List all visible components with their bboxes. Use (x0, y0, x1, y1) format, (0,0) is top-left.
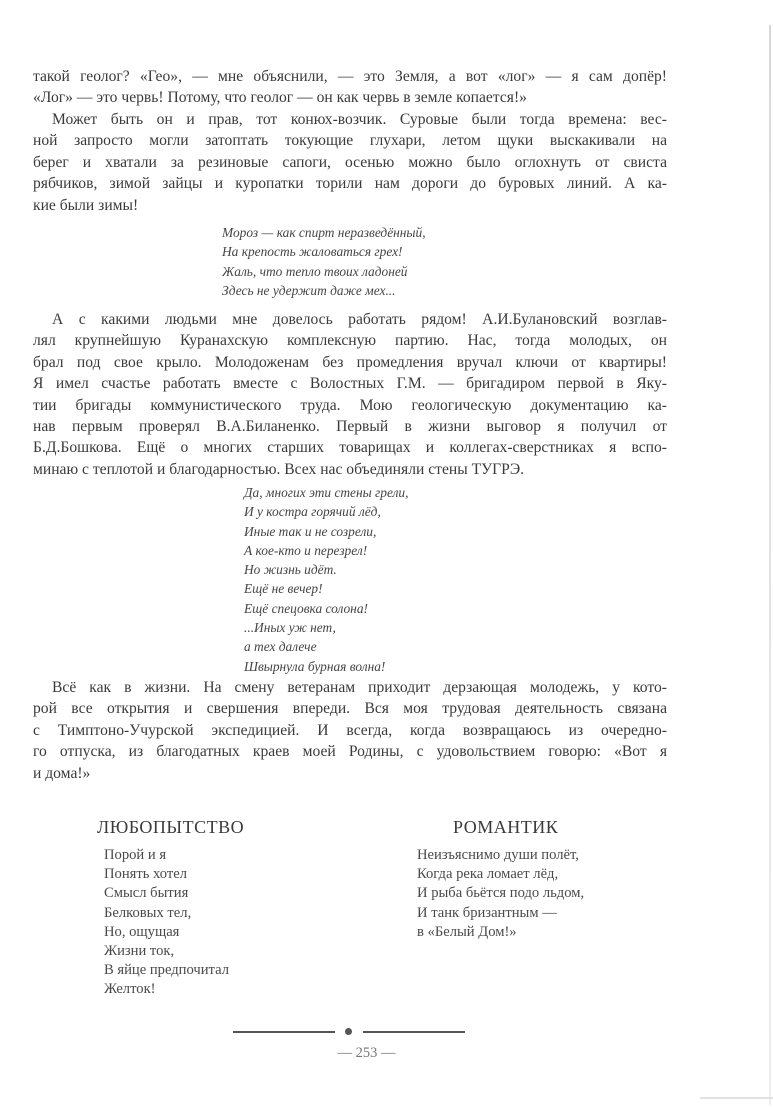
verse-line: Жаль, что тепло твоих ладоней (222, 263, 408, 279)
ornamental-divider (233, 1028, 465, 1036)
text-line: нав первым проверял В.А.Биланенко. Первый в жизни выговор я получил от (33, 418, 667, 436)
text-line: ной запросто могли затоптать токующие глухари, летом щуки выскакивали на (33, 132, 667, 150)
text-line: рябчиков, зимой зайцы и куропатки торили нам дороги до буровых линий. А ка- (33, 175, 667, 193)
text-line: Б.Д.Бошкова. Ещё о многих старших товарищах и коллегах-сверстниках я вспо- (33, 439, 667, 457)
poem-line: Неизъяснимо души полёт, (417, 847, 579, 863)
poem-title-curiosity: ЛЮБОПЫТСТВО (97, 817, 245, 837)
text-line: берег и хватали за резиновые сапоги, осенью можно было оглохнуть от свиста (33, 153, 667, 171)
paragraph-4 (33, 677, 667, 784)
verse-line: Иные так и не созрели, (244, 523, 377, 539)
text-line: Всё как в жизни. На смену ветеранам приходит дерзающая молодежь, у кото- (52, 679, 667, 696)
page-edge-shadow-bottom (700, 1097, 773, 1099)
poem-romantic (417, 846, 584, 942)
text-line: кие были зимы! (33, 196, 139, 214)
verse-line: А кое-кто и перезрел! (244, 542, 368, 558)
page-number: — 253 — (337, 1045, 396, 1061)
verse-line: Ещё спецовка солона! (244, 600, 368, 616)
paragraph-2 (33, 109, 667, 216)
text-line: тии бригады коммунистического труда. Мою геологическую документацию ка- (33, 396, 667, 414)
verse-line: Здесь не удержит даже мех... (222, 282, 396, 298)
text-line: брал под свое крыло. Молодоженам без промедления вручал ключи от квартиры! (33, 353, 667, 371)
divider-rule-left (233, 1031, 335, 1033)
poem-line: И рыба бьётся подо льдом, (417, 885, 585, 902)
text-line: минаю с теплотой и благодарностью. Всех нас объединяли стены ТУГРЭ. (33, 460, 525, 478)
verse-line: Ещё не вечер! (244, 581, 323, 597)
divider-dot-icon (345, 1028, 352, 1035)
text-line: лял крупнейшую Куранахскую комплексную партию. Нас, тогда молодых, он (33, 332, 667, 350)
text-line: Я имел счастье работать вместе с Волостных Г.М. — бригадиром первой в Яку- (33, 375, 667, 393)
text-line: с Тимптоно-Учурской экспедицией. И всегда, когда возвращаюсь из очередно- (33, 721, 667, 739)
text-line: Может быть он и прав, тот конюх-возчик. Суровые были тогда времена: вес- (52, 111, 667, 128)
poem-line: Но, ощущая (104, 923, 180, 940)
verse-line: Но жизнь идёт. (244, 562, 337, 578)
verse-line: а тех далече (244, 639, 317, 655)
poem-line: Понять хотел (104, 866, 188, 883)
verse-2 (244, 483, 408, 676)
verse-line: ...Иных уж нет, (244, 620, 336, 636)
page-edge-shadow (769, 25, 771, 1105)
verse-line: На крепость жаловаться грех! (222, 244, 403, 260)
verse-line: Мороз — как спирт неразведённый, (222, 225, 426, 240)
poem-line: Когда река ломает лёд, (417, 866, 559, 883)
text-line: такой геолог? «Гео», — мне объяснили, — это Земля, а вот «лог» — я сам допёр! (33, 68, 667, 85)
verse-line: Швырнула бурная волна! (244, 658, 386, 674)
text-line: рой все открытия и свершения впереди. Вся моя трудовая деятельность связана (33, 700, 667, 718)
text-line: А с какими людьми мне довелось работать рядом! А.И.Булановский возглав- (52, 311, 667, 328)
poem-line: Порой и я (104, 847, 167, 863)
poem-line: Белковых тел, (104, 904, 192, 921)
divider-rule-right (363, 1031, 465, 1033)
poem-line: в «Белый Дом!» (417, 923, 517, 940)
text-line: го отпуска, из благодатных краев моей Родины, с удовольствием говорю: «Вот я (33, 743, 667, 761)
poem-line: И танк бризантным — (417, 904, 557, 921)
poem-curiosity (104, 846, 229, 1000)
poem-title-romantic: РОМАНТИК (453, 817, 559, 837)
paragraph-continuation (33, 66, 667, 109)
verse-1 (222, 223, 426, 300)
verse-line: И у костра горячий лёд, (244, 504, 381, 520)
poem-line: Желток! (104, 981, 156, 998)
verse-line: Да, многих эти стены грели, (244, 485, 409, 500)
poem-line: Жизни ток, (104, 943, 175, 960)
poem-line: В яйце предпочитал (104, 962, 229, 979)
text-line: и дома!» (33, 764, 91, 782)
text-line: «Лог» — это червь! Потому, что геолог — он как червь в земле копается!» (33, 89, 527, 107)
poem-line: Смысл бытия (104, 885, 189, 902)
paragraph-3 (33, 309, 667, 480)
